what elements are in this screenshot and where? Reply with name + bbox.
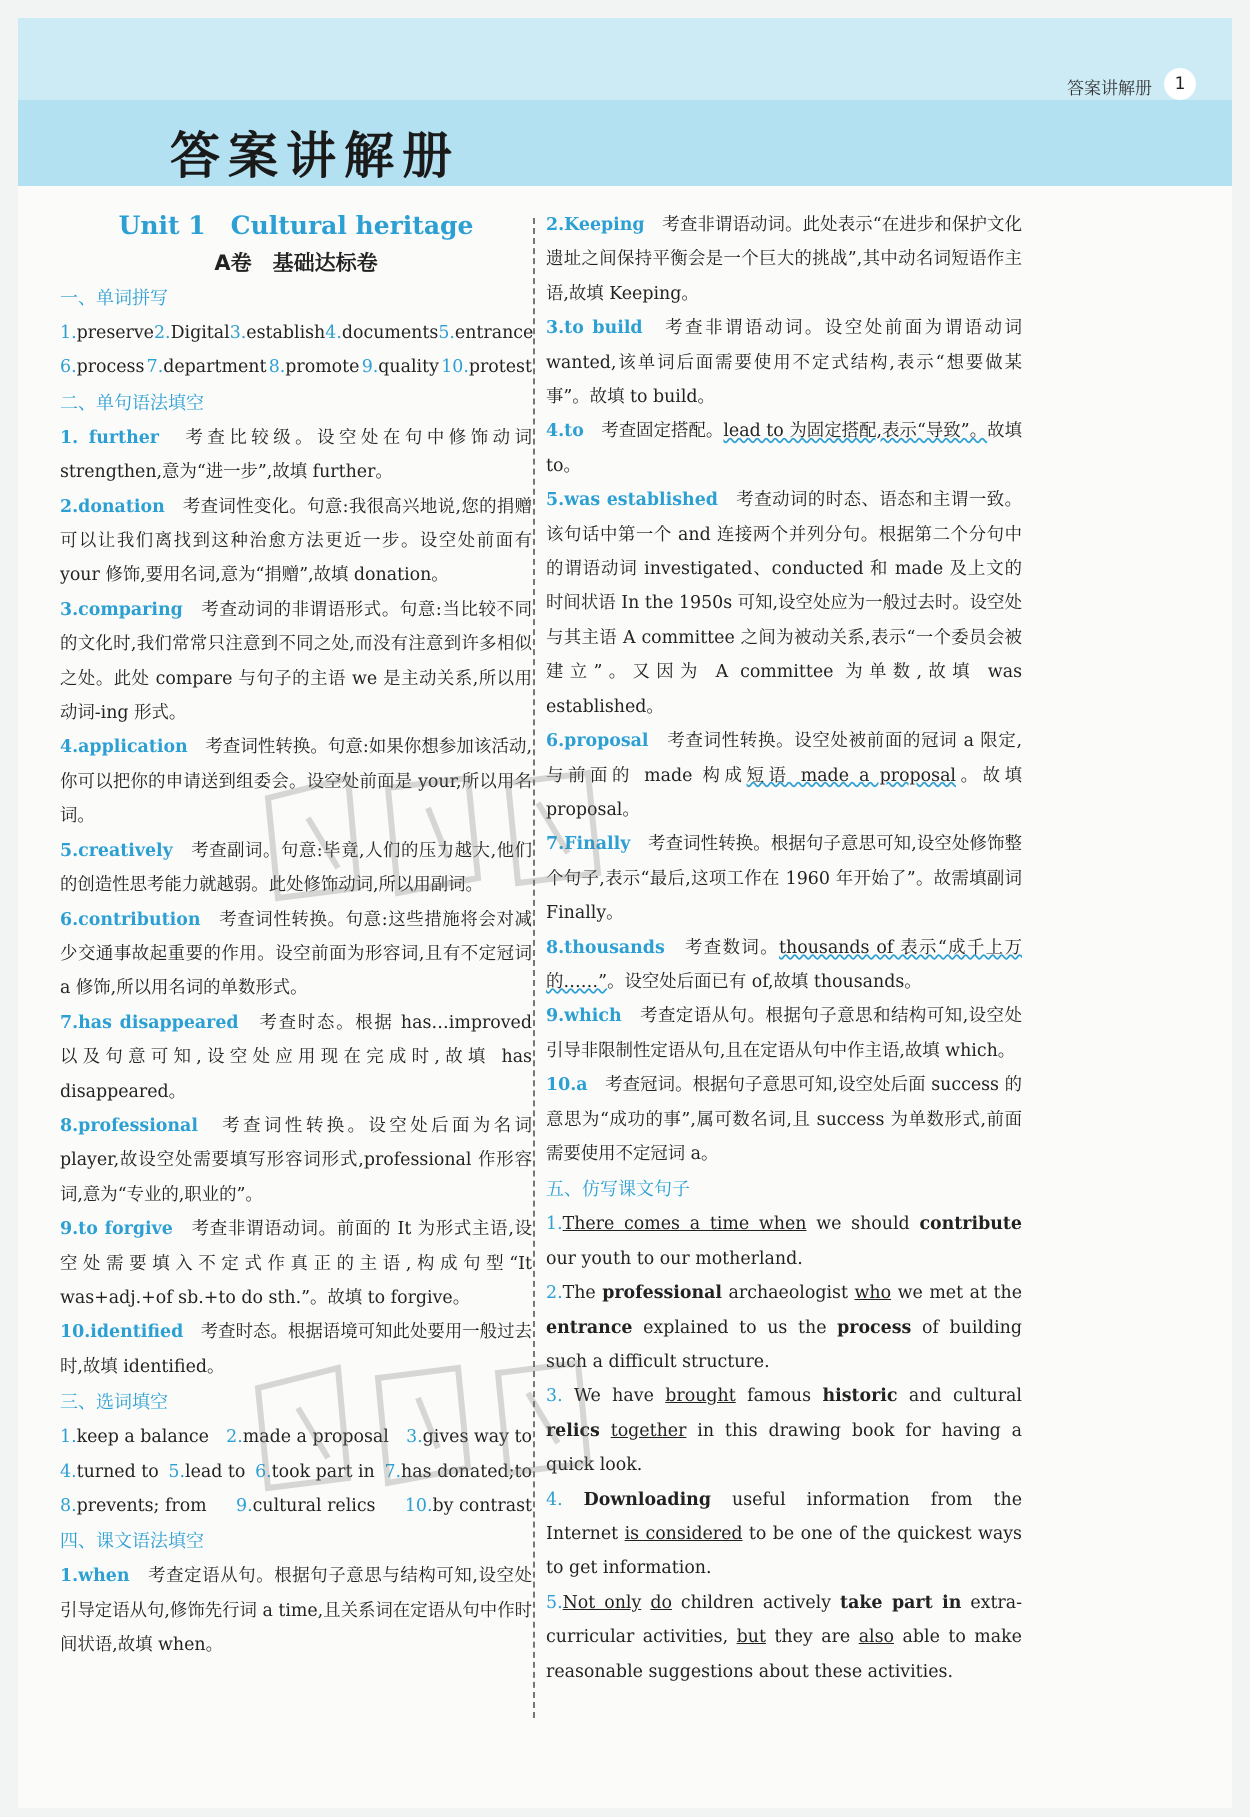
list-item: 8.promote <box>268 357 360 378</box>
watermark-graphic <box>238 1348 658 1498</box>
list-item: 10.protest <box>441 357 532 378</box>
spelling-row <box>60 350 532 384</box>
book-title: 答案讲解册 <box>170 127 460 185</box>
list-item: 2.made a proposal <box>226 1427 389 1448</box>
list-item: 3.establish <box>229 323 326 343</box>
answer-item: 6.proposal 考查词性转换。设空处被前面的冠词 a 限定,与前面的 made 构成短语 made a proposal。故填 proposal。 <box>546 731 1022 820</box>
section-heading-choice: 三、选词填空 <box>60 1392 168 1414</box>
list-item: 7.has donated;to <box>384 1461 532 1482</box>
header-band <box>18 18 1232 100</box>
list-item: 9.cultural relics <box>236 1496 376 1516</box>
answer-item: 1. further 考查比较级。设空处在句中修饰动词 strengthen,意为“进一步”,故填 further。 <box>60 427 532 483</box>
answer-item: 3.to build 考查非谓语动词。设空处前面为谓语动词 wanted,该单词后面需要使用不定式结构,表示“想要做某事”。故填 to build。 <box>546 318 1022 408</box>
sentence-item: 2.The professional archaeologist who we met at the entrance explained to us the process of building such a difficult structure. <box>546 1283 1023 1372</box>
answer-item: 7.has disappeared 考查时态。根据 has…improved 以及句意可知,设空处应用现在完成时,故填 has disappeared。 <box>60 1012 532 1102</box>
answer-item: 10.a 考查冠词。根据句子意思可知,设空处后面 success 的意思为“成功的事”,属可数名词,且 success 为单数形式,前面需要使用不定冠词 a。 <box>546 1075 1022 1164</box>
answer-item: 1.when 考查定语从句。根据句子意思与结构可知,设空处引导定语从句,修饰先行词 a time,且关系词在定语从句中作时间状语,故填 when。 <box>60 1566 532 1656</box>
list-item: 10.by contrast <box>404 1496 532 1516</box>
answer-item: 5.was established 考查动词的时态、语态和主谓一致。该句话中第一个 and 连接两个并列分句。根据第二个分句中的谓语动词 investigated、conducted 和 made 及上文的时间状语 In the 1950s 可知,设空处应为一般过去时。设空处与其主语 A committee 之间为被动关系,表示“一个委员会被建立”。又因为 A committee 为单数,故填 was established。 <box>546 490 1022 717</box>
sentence-item: 1.There comes a time when we should contribute our youth to our motherland. <box>546 1214 1022 1269</box>
answer-item: 2.Keeping 考查非谓语动词。此处表示“在进步和保护文化遗址之间保持平衡会是一个巨大的挑战”,其中动名词短语作主语,故填 Keeping。 <box>546 215 1022 304</box>
answer-item: 5.creatively 考查副词。句意:毕竟,人们的压力越大,他们的创造性思考能力就越弱。此处修饰动词,所以用副词。 <box>60 840 532 896</box>
answer-item: 2.donation 考查词性变化。句意:我很高兴地说,您的捐赠可以让我们离找到这种治愈方法更近一步。设空处前面有 your 修饰,要用名词,意为“捐赠”,故填 donation。 <box>60 496 532 586</box>
watermark-graphic <box>248 758 668 908</box>
list-item: 8.prevents; from <box>60 1496 207 1516</box>
page-number: 1 <box>1164 68 1196 100</box>
sentence-item: 4. Downloading useful information from the Internet is considered to be one of the quickest ways to get information. <box>546 1489 1023 1579</box>
spelling-row <box>60 316 532 350</box>
page <box>18 18 1232 1808</box>
answer-item: 4.application 考查词性转换。句意:如果你想参加该活动,你可以把你的申请送到组委会。设空处前面是 your,所以用名词。 <box>60 737 532 827</box>
page-header <box>18 18 1232 186</box>
answer-item: 4.to 考查固定搭配。lead to 为固定搭配,表示“导致”。故填 to。 <box>546 421 1022 476</box>
answer-item: 9.to forgive 考查非谓语动词。前面的 It 为形式主语,设空处需要填入不定式作真正的主语,构成句型“It was+adj.+of sb.+to do sth.”。故填 to forgive。 <box>60 1219 532 1308</box>
list-item: 4.turned to <box>60 1461 159 1482</box>
list-item: 5.entrance <box>438 323 534 343</box>
answer-item: 6.contribution 考查词性转换。句意:这些措施将会对减少交通事故起重要的作用。设空前面为形容词,且有不定冠词 a 修饰,所以用名词的单数形式。 <box>60 909 532 999</box>
section-heading-passage: 四、课文语法填空 <box>60 1531 204 1553</box>
answer-item: 8.professional 考查词性转换。设空处后面为名词 player,故设空处需要填写形容词形式,professional 作形容词,意为“专业的,职业的”。 <box>60 1115 532 1205</box>
answer-item: 3.comparing 考查动词的非谓语形式。句意:当比较不同的文化时,我们常常只注意到不同之处,而没有注意到许多相似之处。此处 compare 与句子的主语 we 是主动关系,所以用动词-ing 形式。 <box>60 599 532 724</box>
list-item: 2.Digital <box>153 323 230 343</box>
watermark-strokes <box>268 773 598 898</box>
answer-item: 10.identified 考查时态。根据语境可知此处要用一般过去时,故填 identified。 <box>60 1322 532 1377</box>
list-item: 3.gives way to <box>406 1427 532 1448</box>
paper-title: A卷 基础达标卷 <box>214 251 378 275</box>
unit-title: Unit 1 Cultural heritage <box>118 211 474 240</box>
answer-item: 8.thousands 考查数词。thousands of 表示“成千上万的……”。设空处后面已有 of,故填 thousands。 <box>546 937 1022 992</box>
list-item: 1.keep a balance <box>60 1427 209 1448</box>
list-item: 6.process <box>60 357 145 378</box>
list-item: 9.quality <box>361 357 439 378</box>
answer-item: 9.which 考查定语从句。根据句子意思和结构可知,设空处引导非限制性定语从句,且在定语从句中作主语,故填 which。 <box>546 1006 1022 1061</box>
list-item: 1.preserve <box>60 323 154 343</box>
section-heading-spelling: 一、单词拼写 <box>60 288 168 309</box>
section-heading-grammar: 二、单句语法填空 <box>60 392 204 414</box>
list-item: 6.took part in <box>255 1461 375 1482</box>
answer-item: 7.Finally 考查词性转换。根据句子意思可知,设空处修饰整个句子,表示“最后,这项工作在 1960 年开始了”。故需填副词 Finally。 <box>546 834 1022 924</box>
sentence-item: 3. We have brought famous historic and cultural relics together in this drawing book for having a quick look. <box>546 1386 1022 1476</box>
list-item: 7.department <box>146 357 267 378</box>
sentence-item: 5.Not only do children actively take part in extra-curricular activities, but they are also able to make reasonable suggestions about these activities. <box>546 1592 1022 1682</box>
watermark-strokes <box>258 1363 588 1488</box>
section-heading-imitate: 五、仿写课文句子 <box>546 1179 690 1201</box>
list-item: 4.documents <box>325 323 439 343</box>
running-title: 答案讲解册 <box>1067 79 1152 99</box>
list-item: 5.lead to <box>168 1461 246 1482</box>
